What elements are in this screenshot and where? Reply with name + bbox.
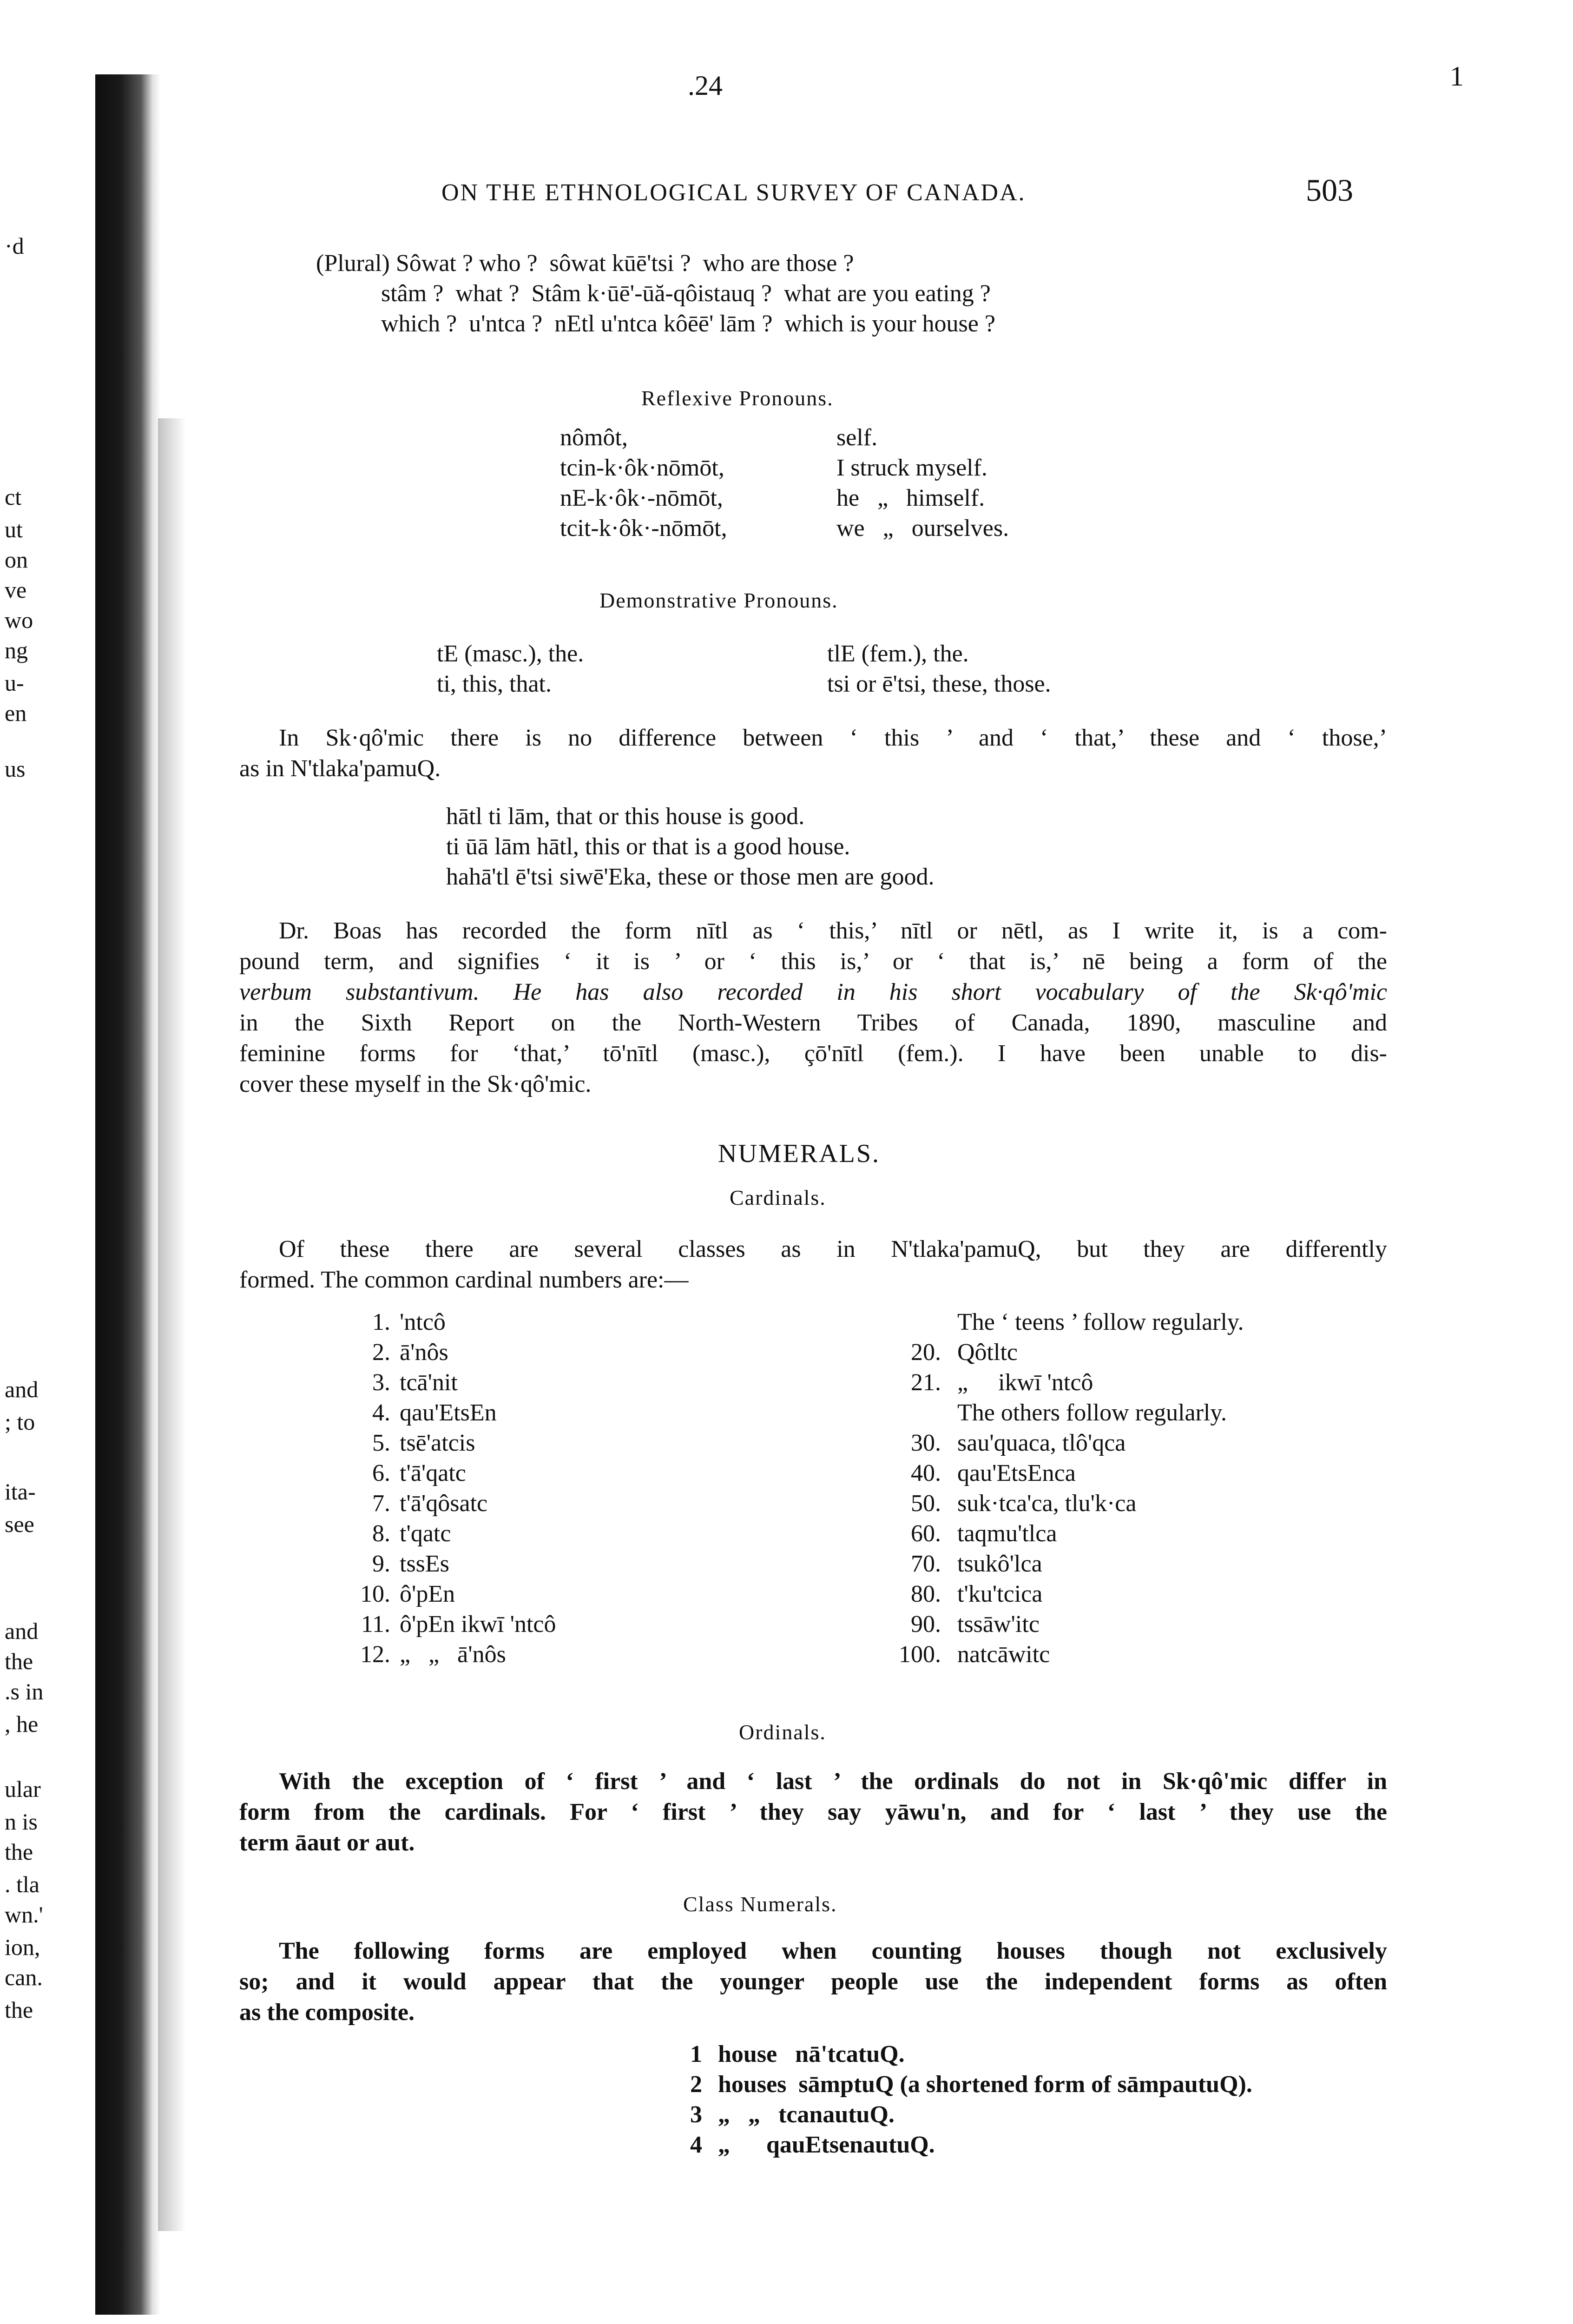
numeral-word: t'qatc — [400, 1520, 451, 1547]
numeral-word: „ „ ā'nôs — [400, 1641, 506, 1668]
binding-shadow-fade — [158, 418, 186, 2231]
cardinals-intro — [239, 1234, 1387, 1295]
numeral-number: 9. — [372, 1551, 390, 1577]
ordinals-paragraph — [239, 1766, 1387, 1858]
numeral-word: natcāwitc — [957, 1641, 1050, 1668]
margin-fragment: , he — [5, 1711, 39, 1737]
numeral-word: tsē'atcis — [400, 1430, 475, 1456]
paragraph-line: The following forms are employed when counting houses though not exclusively — [279, 1938, 1387, 1964]
margin-fragment: wn.' — [5, 1901, 43, 1928]
numeral-word: taqmu'tlca — [957, 1520, 1057, 1547]
margin-fragment: ; to — [5, 1409, 35, 1435]
numeral-number: 30. — [911, 1430, 941, 1456]
class-numerals-heading: Class Numerals. — [683, 1892, 837, 1916]
margin-fragment: u- — [5, 670, 24, 696]
margin-fragment: wo — [5, 607, 33, 633]
example-line: hātl ti lām, that or this house is good. — [446, 803, 805, 830]
paragraph-line: formed. The common cardinal numbers are:— — [239, 1267, 689, 1293]
demonstrative-left: tE (masc.), the. — [437, 640, 584, 667]
demonstrative-right: tsi or ē'tsi, these, those. — [827, 671, 1051, 697]
ordinals-heading: Ordinals. — [739, 1720, 826, 1744]
reflexive-english: I struck myself. — [836, 455, 987, 481]
margin-fragment: en — [5, 700, 27, 726]
paragraph-line: so; and it would appear that the younger people use the independent forms as often — [239, 1968, 1387, 1995]
numeral-word: The others follow regularly. — [957, 1400, 1227, 1426]
margin-fragment: the — [5, 1648, 33, 1674]
demonstrative-paragraph — [239, 723, 1387, 784]
numeral-word: t'ā'qatc — [400, 1460, 466, 1486]
numeral-word: ô'pEn ikwī 'ntcô — [400, 1611, 556, 1637]
margin-fragment: ita- — [5, 1479, 36, 1505]
demonstrative-left: ti, this, that. — [437, 671, 552, 697]
class-numeral-word: „ qauEtsenautuQ. — [718, 2132, 935, 2158]
paragraph-line: as in N'tlaka'pamuQ. — [239, 755, 441, 782]
numeral-number: 12. — [360, 1641, 390, 1668]
numeral-number: 11. — [361, 1611, 390, 1637]
margin-fragment: ·d — [5, 233, 24, 259]
numeral-word: 'ntcô — [400, 1309, 446, 1335]
cardinals-heading: Cardinals. — [730, 1186, 826, 1209]
paragraph-line: in the Sixth Report on the North-Western Tribes of Canada, 1890, masculine and — [239, 1010, 1387, 1036]
numeral-word: t'ku'tcica — [957, 1581, 1043, 1607]
margin-fragment: the — [5, 1839, 33, 1865]
numeral-word: „ ikwī 'ntcô — [957, 1369, 1093, 1396]
numeral-number: 80. — [911, 1581, 941, 1607]
class-numeral-word: house nā'tcatuQ. — [718, 2041, 905, 2067]
margin-fragment: on — [5, 547, 28, 573]
numeral-word: ā'nôs — [400, 1339, 448, 1366]
numeral-number: 3. — [372, 1369, 390, 1396]
paragraph-line: form from the cardinals. For ‘ first ’ they say yāwu'n, and for ‘ last ’ they use the — [239, 1799, 1387, 1825]
numeral-word: suk·tca'ca, tlu'k·ca — [957, 1490, 1137, 1517]
paragraph-line: as the composite. — [239, 1999, 415, 2026]
numeral-number: 40. — [911, 1460, 941, 1486]
numeral-word: qau'EtsEn — [400, 1400, 497, 1426]
paragraph-line: With the exception of ‘ first ’ and ‘ last ’ the ordinals do not in Sk·qô'mic differ in — [279, 1768, 1387, 1795]
numeral-number: 20. — [911, 1339, 941, 1366]
reflexive-english: he „ himself. — [836, 485, 985, 511]
class-numeral-word: houses sāmptuQ (a shortened form of sāmpautuQ). — [718, 2071, 1252, 2098]
numerals-heading: NUMERALS. — [718, 1139, 881, 1168]
numeral-number: 10. — [360, 1581, 390, 1607]
class-numerals-paragraph — [239, 1936, 1387, 2028]
numeral-number: 4. — [372, 1400, 390, 1426]
reflexive-native: nômôt, — [560, 424, 628, 451]
numeral-word: t'ā'qôsatc — [400, 1490, 488, 1517]
margin-fragment: ular — [5, 1776, 41, 1802]
margin-fragment: us — [5, 756, 26, 782]
paragraph-line: verbum substantivum. He has also recorded in his short vocabulary of the Sk·qô'mic — [239, 979, 1387, 1005]
margin-fragment: and — [5, 1376, 39, 1402]
numeral-number: 5. — [372, 1430, 390, 1456]
reflexive-heading: Reflexive Pronouns. — [641, 386, 834, 410]
numeral-number: 50. — [911, 1490, 941, 1517]
class-numeral-number: 3 — [690, 2101, 702, 2128]
running-head: ON THE ETHNOLOGICAL SURVEY OF CANADA. — [441, 179, 1026, 206]
boas-paragraph — [239, 916, 1387, 1100]
paragraph-line: feminine forms for ‘that,’ tō'nītl (masc.), çō'nītl (fem.). I have been unable to dis- — [239, 1040, 1387, 1067]
numeral-word: tssEs — [400, 1551, 449, 1577]
paragraph-line: pound term, and signifies ‘ it is ’ or ‘ this is,’ or ‘ that is,’ nē being a form of the — [239, 948, 1387, 975]
numeral-word: tsukô'lca — [957, 1551, 1042, 1577]
folio-mark: .24 — [688, 70, 723, 101]
demonstrative-heading: Demonstrative Pronouns. — [599, 588, 838, 612]
interrogative-line: stâm ? what ? Stâm k·ūē'-ūă-qôistauq ? what are you eating ? — [381, 280, 991, 307]
margin-fragment: ct — [5, 484, 22, 510]
corner-mark: 1 — [1450, 61, 1464, 92]
numeral-number: 6. — [372, 1460, 390, 1486]
class-numeral-number: 2 — [690, 2071, 702, 2098]
numeral-number: 2. — [372, 1339, 390, 1366]
class-numeral-number: 4 — [690, 2132, 702, 2158]
paragraph-line: Dr. Boas has recorded the form nītl as ‘ this,’ nītl or nētl, as I write it, is a com- — [279, 918, 1387, 944]
numeral-word: tcā'nit — [400, 1369, 458, 1396]
margin-fragment: ion, — [5, 1934, 40, 1960]
numeral-word: Qôtltc — [957, 1339, 1018, 1366]
margin-fragment: .s in — [5, 1678, 44, 1704]
numeral-word: sau'quaca, tlô'qca — [957, 1430, 1126, 1456]
margin-fragment: and — [5, 1618, 39, 1644]
interrogative-line: which ? u'ntca ? nEtl u'ntca kôēē' lām ? which is your house ? — [381, 310, 995, 337]
reflexive-native: nE-k·ôk·-nōmōt, — [560, 485, 723, 511]
reflexive-native: tcin-k·ôk·nōmōt, — [560, 455, 724, 481]
numeral-word: qau'EtsEnca — [957, 1460, 1076, 1486]
margin-fragment: ve — [5, 577, 27, 603]
numeral-word: The ‘ teens ’ follow regularly. — [957, 1309, 1244, 1335]
class-numeral-number: 1 — [690, 2041, 702, 2067]
numeral-number: 1. — [372, 1309, 390, 1335]
numeral-number: 100. — [899, 1641, 941, 1668]
numeral-number: 8. — [372, 1520, 390, 1547]
margin-fragment: see — [5, 1511, 34, 1537]
paragraph-line: term āaut or aut. — [239, 1829, 415, 1856]
demonstrative-right: tlE (fem.), the. — [827, 640, 969, 667]
reflexive-english: we „ ourselves. — [836, 515, 1009, 541]
margin-fragment: . tla — [5, 1871, 39, 1897]
margin-fragment: ng — [5, 637, 28, 663]
paragraph-line: Of these there are several classes as in N'tlaka'pamuQ, but they are differently — [279, 1236, 1387, 1262]
paragraph-line: In Sk·qô'mic there is no difference between ‘ this ’ and ‘ that,’ these and ‘ those,’ — [279, 725, 1387, 751]
page-number: 503 — [1306, 172, 1353, 208]
numeral-word: tssāw'itc — [957, 1611, 1040, 1637]
reflexive-english: self. — [836, 424, 878, 451]
numeral-number: 70. — [911, 1551, 941, 1577]
reflexive-native: tcit-k·ôk·-nōmōt, — [560, 515, 727, 541]
binding-shadow — [95, 74, 160, 2315]
example-line: ti ūā lām hātl, this or that is a good house. — [446, 833, 850, 860]
numeral-number: 7. — [372, 1490, 390, 1517]
numeral-number: 60. — [911, 1520, 941, 1547]
example-line: hahā'tl ē'tsi siwē'Eka, these or those men are good. — [446, 864, 935, 890]
margin-fragment: ut — [5, 516, 23, 542]
margin-fragment: n is — [5, 1809, 38, 1835]
class-numeral-word: „ „ tcanautuQ. — [718, 2101, 895, 2128]
margin-fragment: the — [5, 1997, 33, 2023]
margin-fragment: can. — [5, 1964, 43, 1990]
interrogative-line: (Plural) Sôwat ? who ? sôwat kūē'tsi ? who are those ? — [316, 250, 854, 277]
paragraph-line: cover these myself in the Sk·qô'mic. — [239, 1071, 592, 1097]
numeral-number: 90. — [911, 1611, 941, 1637]
numeral-word: ô'pEn — [400, 1581, 455, 1607]
numeral-number: 21. — [911, 1369, 941, 1396]
